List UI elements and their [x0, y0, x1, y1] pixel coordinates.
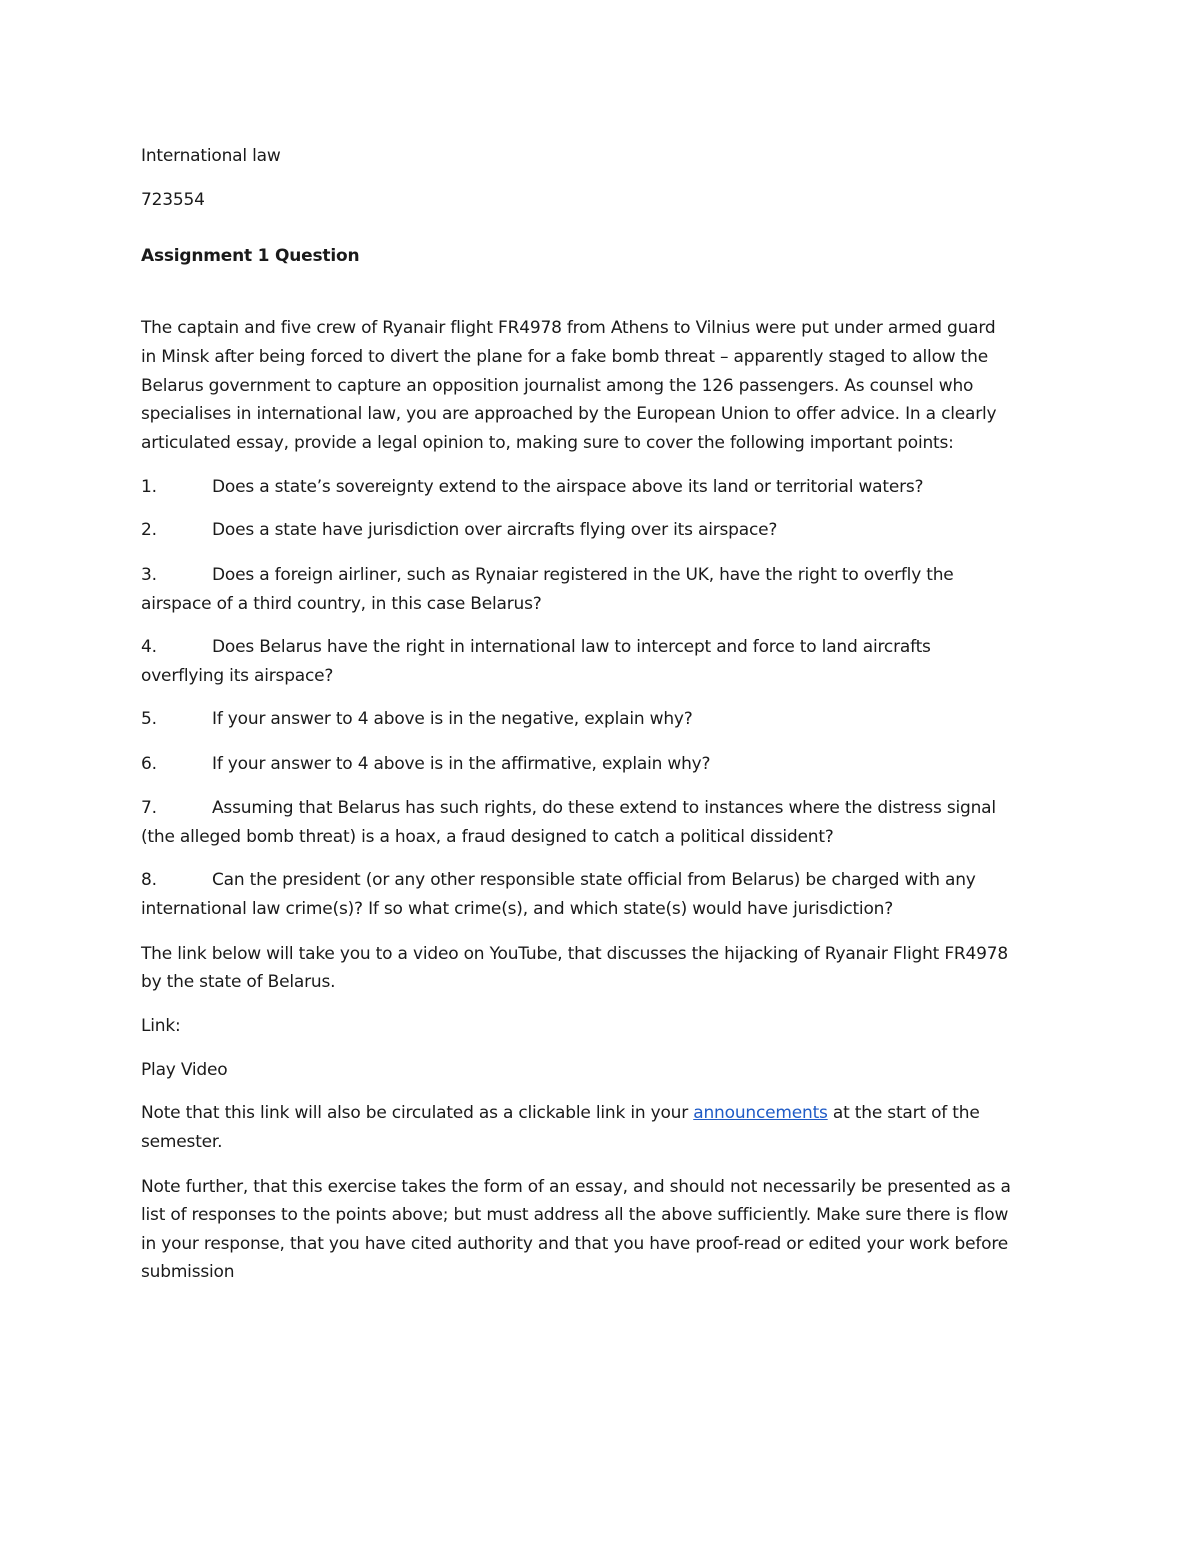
question-text: Does a state have jurisdiction over aircrafts flying over its airspace?	[212, 520, 778, 540]
video-description: by the state of Belarus.	[141, 972, 336, 992]
question-text: If your answer to 4 above is in the negative, explain why?	[212, 709, 693, 729]
note-further-line: submission	[141, 1262, 235, 1282]
video-description: The link below will take you to a video on YouTube, that discusses the hijacking of Ryanair Flight FR4978	[141, 944, 1008, 964]
question-item	[141, 868, 976, 892]
question-number: 2.	[141, 520, 157, 540]
question-text: If your answer to 4 above is in the affirmative, explain why?	[212, 754, 711, 774]
question-number: 8.	[141, 870, 157, 890]
question-item	[141, 635, 931, 659]
question-number: 5.	[141, 709, 157, 729]
play-video-text: Play Video	[141, 1060, 228, 1080]
note-further-line: list of responses to the points above; but must address all the above sufficiently. Make sure there is flow	[141, 1205, 1009, 1225]
intro-line: Belarus government to capture an opposition journalist among the 126 passengers. As counsel who	[141, 376, 974, 396]
question-item	[141, 563, 954, 587]
intro-line: in Minsk after being forced to divert the plane for a fake bomb threat – apparently staged to allow the	[141, 347, 988, 367]
intro-line: specialises in international law, you are approached by the European Union to offer advice. In a clearly	[141, 404, 997, 424]
assignment-heading: Assignment 1 Question	[141, 246, 360, 266]
question-item	[141, 796, 996, 820]
link-label: Link:	[141, 1016, 181, 1036]
question-text: Does a state’s sovereignty extend to the airspace above its land or territorial waters?	[212, 477, 924, 497]
note-further-line: Note further, that this exercise takes the form of an essay, and should not necessarily be presented as a	[141, 1177, 1011, 1197]
question-number: 4.	[141, 637, 157, 657]
note-text: Note that this link will also be circulated as a clickable link in your	[141, 1103, 694, 1123]
question-text: Assuming that Belarus has such rights, do these extend to instances where the distress signal	[212, 798, 996, 818]
note-text: at the start of the	[827, 1103, 980, 1123]
question-continuation: international law crime(s)? If so what crime(s), and which state(s) would have jurisdiction?	[141, 899, 894, 919]
question-item	[141, 707, 693, 731]
announcements-link[interactable]: announcements	[693, 1103, 828, 1123]
question-text: Does Belarus have the right in international law to intercept and force to land aircrafts	[212, 637, 931, 657]
question-text: Can the president (or any other responsible state official from Belarus) be charged with any	[212, 870, 976, 890]
question-number: 3.	[141, 565, 157, 585]
question-number: 1.	[141, 477, 157, 497]
intro-line: articulated essay, provide a legal opinion to, making sure to cover the following important points:	[141, 433, 954, 453]
question-continuation: overflying its airspace?	[141, 666, 334, 686]
question-item	[141, 752, 710, 776]
course-code: 723554	[141, 190, 205, 210]
question-text: Does a foreign airliner, such as Rynaiar registered in the UK, have the right to overfly the	[212, 565, 954, 585]
intro-line: The captain and five crew of Ryanair flight FR4978 from Athens to Vilnius were put under armed guard	[141, 318, 996, 338]
note-further-line: in your response, that you have cited authority and that you have proof-read or edited your work before	[141, 1234, 1009, 1254]
note-line	[141, 1101, 980, 1125]
question-number: 6.	[141, 754, 157, 774]
question-item	[141, 475, 923, 499]
question-item	[141, 518, 777, 542]
note-line: semester.	[141, 1132, 223, 1152]
question-number: 7.	[141, 798, 157, 818]
question-continuation: airspace of a third country, in this case Belarus?	[141, 594, 542, 614]
course-title: International law	[141, 146, 281, 166]
question-continuation: (the alleged bomb threat) is a hoax, a fraud designed to catch a political dissident?	[141, 827, 834, 847]
